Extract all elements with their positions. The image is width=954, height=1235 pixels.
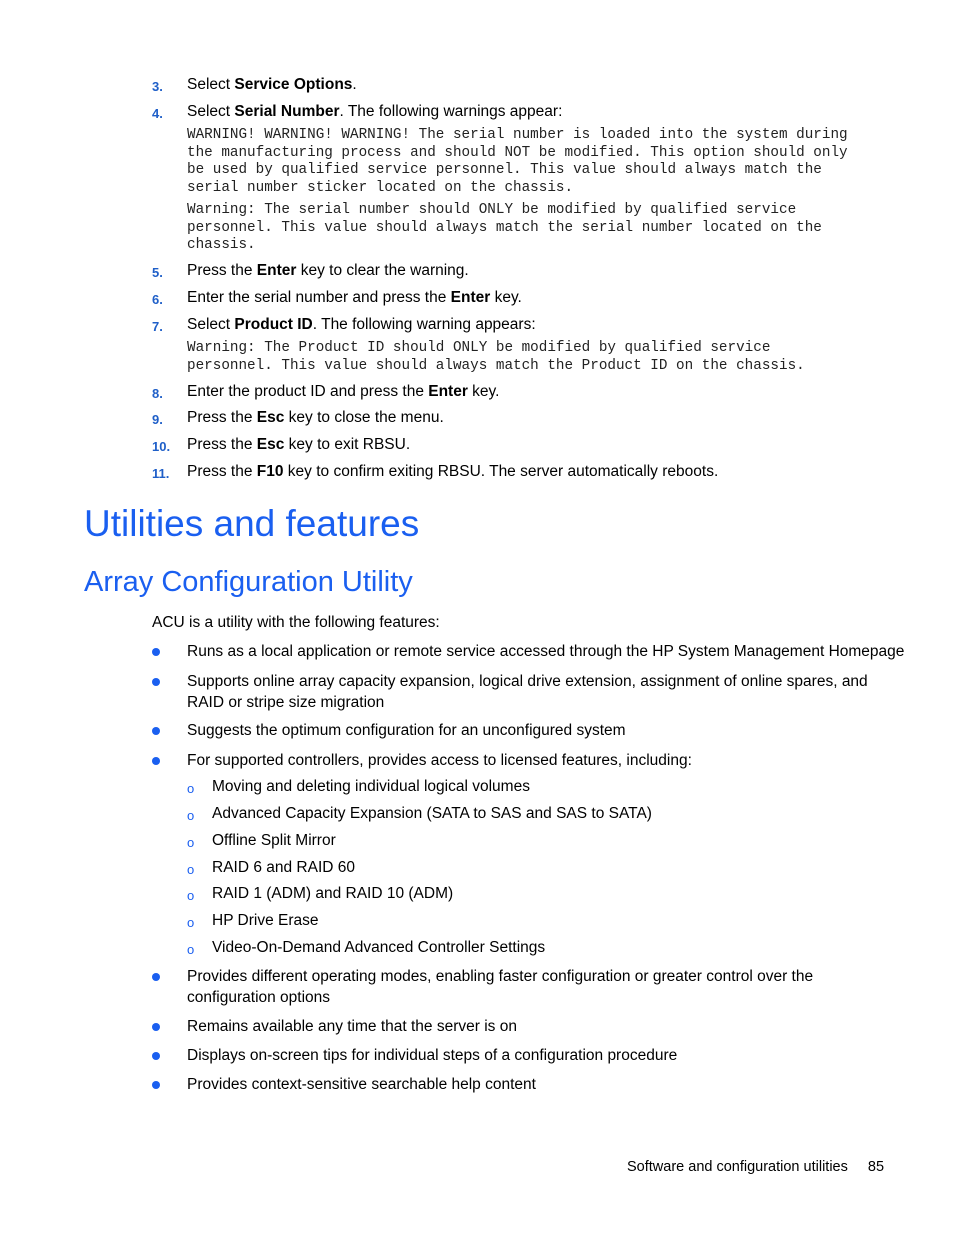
step-number: 6. <box>152 292 163 307</box>
sub-bullet-marker: o <box>187 888 195 903</box>
step-text: Press the Esc key to exit RBSU. <box>187 436 411 453</box>
bullet-dot <box>152 973 160 981</box>
section-heading: Utilities and features <box>84 503 420 544</box>
bullet-dot <box>152 1052 160 1060</box>
sub-bullet-marker: o <box>187 835 195 850</box>
step-text: Press the F10 key to confirm exiting RBSU. The server automatically reboots. <box>187 463 719 480</box>
sub-bullet-marker: o <box>187 808 195 823</box>
feature-item: Suggests the optimum configuration for an unconfigured system <box>187 722 626 739</box>
licensed-feature: Video-On-Demand Advanced Controller Settings <box>212 939 546 956</box>
feature-item: Supports online array capacity expansion, logical drive extension, assignment of online spares, and RAID or stripe size migration <box>187 673 868 711</box>
bullet-dot <box>152 678 160 686</box>
step-text: Enter the product ID and press the Enter key. <box>187 383 500 400</box>
subsection-heading: Array Configuration Utility <box>84 566 413 598</box>
feature-item: Runs as a local application or remote service accessed through the HP System Management Homepage <box>187 643 905 660</box>
bullet-dot <box>152 727 160 735</box>
page-footer <box>627 1159 884 1175</box>
licensed-feature: RAID 6 and RAID 60 <box>212 859 356 876</box>
feature-item: Provides context-sensitive searchable help content <box>187 1076 536 1093</box>
licensed-feature: RAID 1 (ADM) and RAID 10 (ADM) <box>212 885 454 902</box>
step-number: 11. <box>152 466 170 481</box>
feature-item: For supported controllers, provides access to licensed features, including: <box>187 752 692 769</box>
warning-code-block: Warning: The Product ID should ONLY be modified by qualified service personnel. This value should always match the Product ID on the chassis. <box>187 340 805 374</box>
bullet-dot <box>152 1081 160 1089</box>
licensed-feature: HP Drive Erase <box>212 912 319 929</box>
licensed-feature: Advanced Capacity Expansion (SATA to SAS and SAS to SATA) <box>212 805 652 822</box>
page-number: 85 <box>867 1159 885 1175</box>
bullet-dot <box>152 648 160 656</box>
warning-code-block: WARNING! WARNING! WARNING! The serial number is loaded into the system during the manufacturing process and should NOT be modified. This option should only be used by qualified service personnel. This value should always match the serial number sticker located on the chassis. <box>187 127 848 197</box>
step-number: 7. <box>152 319 163 334</box>
sub-bullet-marker: o <box>187 915 195 930</box>
bullet-dot <box>152 757 160 765</box>
sub-bullet-marker: o <box>187 942 195 957</box>
step-number: 3. <box>152 79 163 94</box>
step-text: Press the Esc key to close the menu. <box>187 409 444 426</box>
intro-text: ACU is a utility with the following features: <box>152 614 440 631</box>
feature-item: Provides different operating modes, enabling faster configuration or greater control over the configuration options <box>187 968 814 1006</box>
warning-code-block: Warning: The serial number should ONLY be modified by qualified service personnel. This value should always match the serial number located on the chassis. <box>187 202 822 254</box>
step-text: Enter the serial number and press the Enter key. <box>187 289 522 306</box>
step-number: 8. <box>152 386 163 401</box>
step-number: 4. <box>152 106 163 121</box>
sub-bullet-marker: o <box>187 862 195 877</box>
sub-bullet-marker: o <box>187 781 195 796</box>
feature-item: Remains available any time that the server is on <box>187 1018 517 1035</box>
step-number: 9. <box>152 412 163 427</box>
step-text: Select Serial Number. The following warnings appear: <box>187 103 563 120</box>
step-number: 5. <box>152 265 163 280</box>
bullet-dot <box>152 1023 160 1031</box>
step-text: Select Service Options. <box>187 76 357 93</box>
licensed-feature: Offline Split Mirror <box>212 832 336 849</box>
footer-section-title: Software and configuration utilities <box>627 1159 848 1175</box>
licensed-feature: Moving and deleting individual logical volumes <box>212 778 530 795</box>
step-text: Press the Enter key to clear the warning. <box>187 262 469 279</box>
feature-item: Displays on-screen tips for individual steps of a configuration procedure <box>187 1047 678 1064</box>
step-number: 10. <box>152 439 171 454</box>
step-text: Select Product ID. The following warning appears: <box>187 316 536 333</box>
